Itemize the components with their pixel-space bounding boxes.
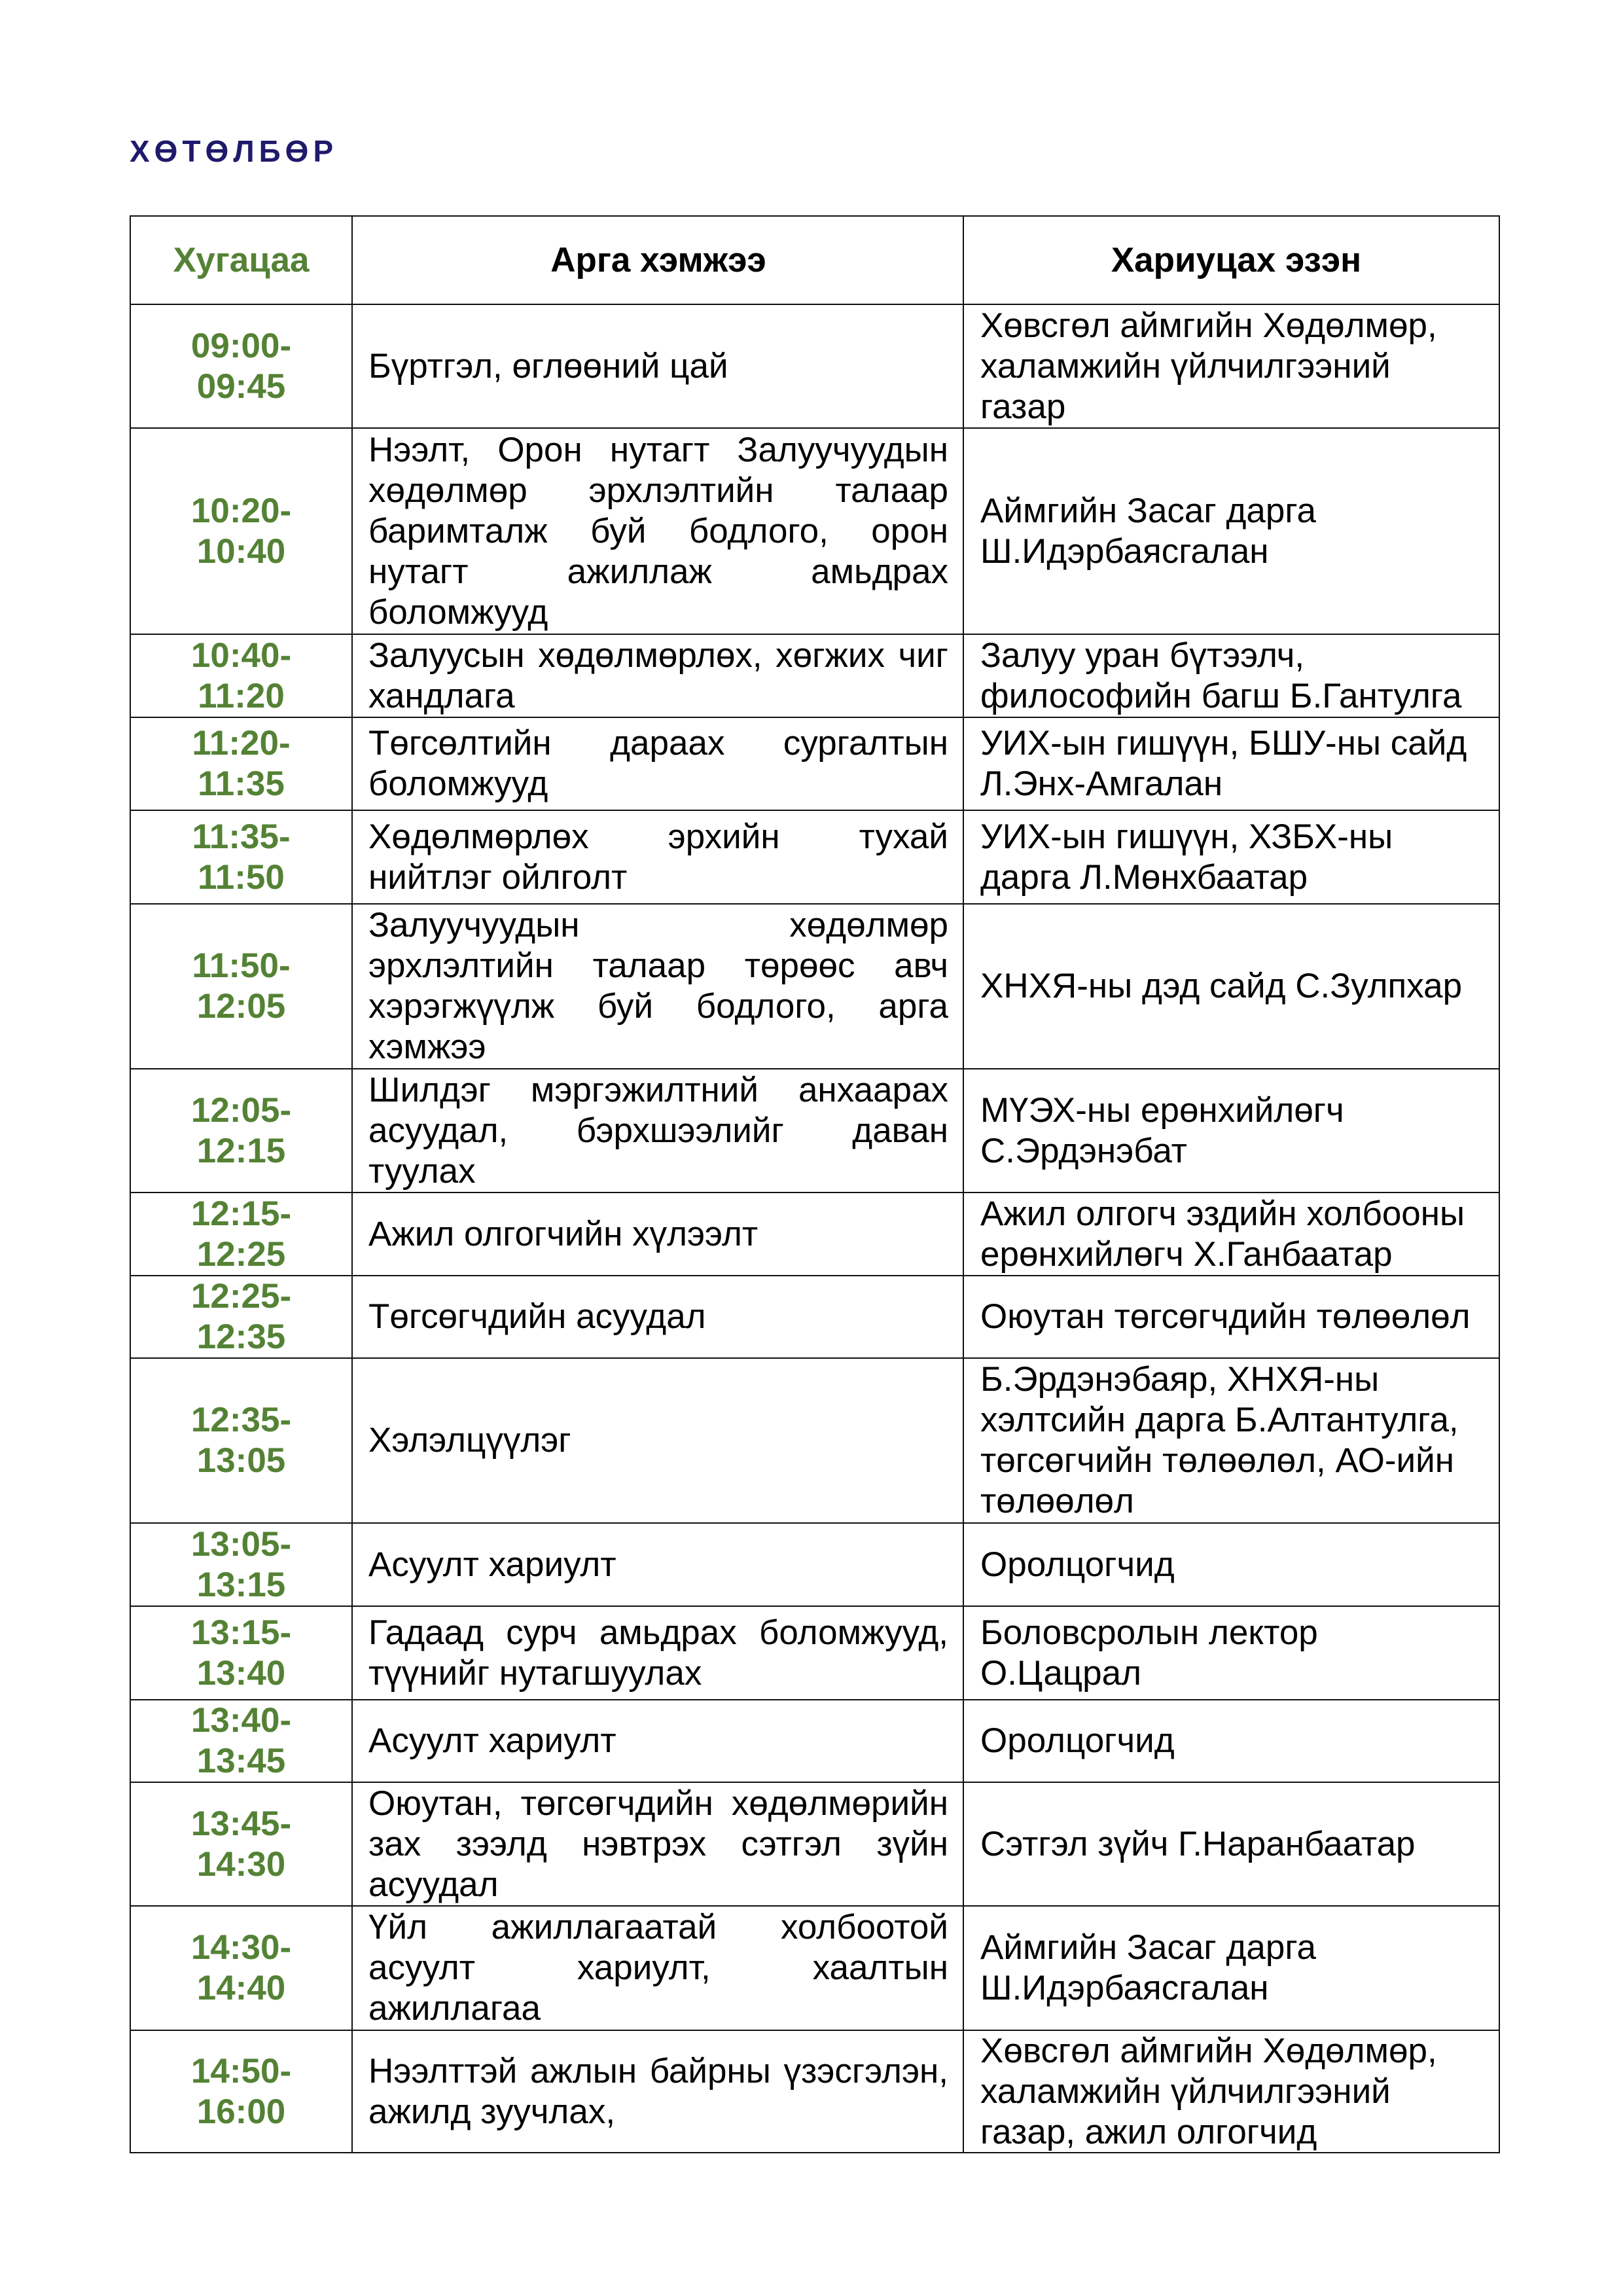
time-cell [131,1193,353,1275]
activity-cell [353,1193,964,1275]
time-cell-line: 13:40 [196,1653,286,1693]
activity-cell-line: Хөдөлмөрлөх эрхийн тухай [368,817,948,856]
responsible-cell-line: Сэтгэл зүйч Г.Наранбаатар [980,1824,1416,1863]
table-row [131,717,1499,810]
activity-cell-line: Бүртгэл, өглөөний цай [368,346,728,386]
activity-cell-line: боломжууд [368,764,548,803]
activity-cell [353,905,964,1068]
activity-cell [353,1276,964,1357]
responsible-cell [964,429,1499,634]
responsible-cell [964,2031,1499,2152]
activity-cell-line: ажилд зуучлах, [368,2092,616,2131]
time-cell [131,305,353,427]
activity-cell-line: асуудал, бэрхшээлийг даван [368,1111,948,1150]
time-cell [131,1069,353,1192]
activity-cell-line: боломжууд [368,592,548,632]
responsible-cell-line: УИХ-ын гишүүн, БШУ-ны сайд [980,724,1467,762]
activity-cell [353,1069,964,1192]
responsible-cell-line: газар [980,387,1066,426]
time-cell [131,429,353,634]
responsible-cell-line: Ш.Идэрбаясгалан [980,531,1269,571]
activity-cell [353,718,964,810]
responsible-cell [964,811,1499,903]
time-cell-line: 13:05- [190,1524,292,1564]
time-cell-line: 12:25 [196,1234,286,1274]
time-cell-line: 11:50 [198,857,285,897]
responsible-cell [964,1193,1499,1275]
time-cell-line: 14:40 [196,1969,286,2007]
time-cell-line: 10:20- [190,491,292,530]
activity-cell-line: Үйл ажиллагаатай холбоотой [368,1908,948,1946]
activity-cell-line: туулах [368,1151,476,1191]
responsible-cell [964,1783,1499,1905]
header-time: Хугацаа [131,217,353,304]
responsible-cell-line: УИХ-ын гишүүн, ХЗБХ-ны [980,817,1393,856]
time-cell-line: 09:00- [190,326,292,365]
activity-cell-line: Нээлттэй ажлын байрны үзэсгэлэн, [368,2051,948,2090]
header-activity: Арга хэмжээ [353,217,964,304]
responsible-cell [964,1069,1499,1192]
responsible-cell-line: Ш.Идэрбаясгалан [980,1969,1269,2007]
activity-cell [353,1783,964,1905]
time-cell [131,1276,353,1357]
time-cell-line: 12:15 [196,1131,286,1170]
activity-cell-line: Шилдэг мэргэжилтний анхаарах [368,1070,948,1109]
activity-cell [353,1524,964,1605]
activity-cell-line: хөдөлмөр эрхлэлтийн талаар [368,471,948,510]
activity-cell [353,811,964,903]
table-row [131,427,1499,634]
responsible-cell-line: төгсөгчийн төлөөлөл, АО-ийн [980,1441,1454,1480]
responsible-cell [964,1359,1499,1522]
activity-cell-line: асуулт хариулт, хаалтын [368,1948,948,1987]
activity-cell-line: баримталж буй бодлого, орон [368,511,948,550]
time-cell [131,718,353,810]
activity-cell-line: түүнийг нутагшуулах [368,1653,702,1693]
responsible-cell-line: Л.Энх-Амгалан [980,764,1223,803]
responsible-cell-line: С.Эрдэнэбат [980,1131,1187,1170]
table-row [131,1192,1499,1275]
time-cell-line: 13:15- [190,1613,292,1652]
activity-cell-line: Ажил олгогчийн хүлээлт [368,1214,758,1253]
time-cell [131,635,353,717]
table-row [131,1699,1499,1782]
table-row [131,634,1499,717]
time-cell-line: 12:15- [190,1194,292,1233]
activity-cell-line: нутагт ажиллаж амьдрах [368,552,948,591]
activity-cell-line: Асуулт хариулт [368,1545,616,1584]
time-cell-line: 11:50- [192,946,291,985]
activity-cell-line: Гадаад сурч амьдрах боломжууд, [368,1613,948,1652]
activity-cell-line: нийтлэг ойлголт [368,857,628,897]
time-cell-line: 13:15 [196,1565,286,1604]
activity-cell-line: хэмжээ [368,1028,486,1066]
time-cell-line: 12:35 [196,1318,286,1356]
responsible-cell-line: Боловсролын лектор [980,1613,1318,1652]
activity-cell [353,1607,964,1699]
time-cell-line: 10:40- [190,636,292,675]
table-header-row [131,217,1499,304]
table-row [131,810,1499,903]
responsible-cell-line: Аймгийн Засаг дарга [980,1928,1316,1967]
activity-cell [353,635,964,717]
activity-cell-line: Төгсөгчдийн асуудал [368,1297,706,1336]
responsible-cell-line: Ажил олгогч эздийн холбооны [980,1194,1465,1233]
responsible-cell-line: Оролцогчид [980,1545,1175,1584]
time-cell-line: 12:25- [190,1277,292,1316]
time-cell-line: 11:35 [198,764,285,803]
table-row [131,304,1499,427]
activity-cell-line: Залуучуудын хөдөлмөр [368,906,948,944]
time-cell [131,1783,353,1905]
time-cell-line: 14:30- [190,1928,292,1967]
time-cell [131,1607,353,1699]
responsible-cell [964,1276,1499,1357]
time-cell-line: 11:20- [192,724,291,762]
responsible-cell-line: Оролцогчид [980,1721,1175,1760]
time-cell-line: 13:45 [196,1742,286,1780]
activity-cell-line: эрхлэлтийн талаар төрөөс авч [368,946,948,985]
responsible-cell-line: хэлтсийн дарга Б.Алтантулга, [980,1401,1459,1439]
activity-cell-line: ажиллагаа [368,1989,541,2028]
program-table [130,215,1500,2153]
activity-cell-line: Асуулт хариулт [368,1721,616,1760]
activity-cell [353,1907,964,2030]
responsible-cell-line: төлөөлөл [980,1482,1134,1520]
table-row [131,1905,1499,2030]
table-row [131,1275,1499,1357]
activity-cell [353,1700,964,1782]
activity-cell [353,2031,964,2152]
responsible-cell-line: Оюутан төгсөгчдийн төлөөлөл [980,1297,1471,1336]
activity-cell-line: хэрэгжүүлж буй бодлого, арга [368,987,948,1026]
time-cell-line: 11:35- [192,817,291,856]
responsible-cell-line: ХНХЯ-ны дэд сайд С.Зулпхар [980,967,1463,1005]
responsible-cell-line: Хөвсгөл аймгийн Хөдөлмөр, [980,2031,1437,2070]
responsible-cell [964,905,1499,1068]
time-cell-line: 13:05 [196,1441,286,1480]
time-cell-line: 14:50- [190,2051,292,2090]
responsible-cell [964,305,1499,427]
activity-cell-line: зах зээлд нэвтрэх сэтгэл зүйн [368,1824,948,1863]
page-title: ХӨТӨЛБӨР [130,134,338,168]
responsible-cell-line: ерөнхийлөгч Х.Ганбаатар [980,1234,1393,1274]
responsible-cell-line: О.Цацрал [980,1653,1142,1693]
time-cell [131,1700,353,1782]
responsible-cell-line: Аймгийн Засаг дарга [980,491,1316,530]
responsible-cell-line: Залуу уран бүтээлч, [980,636,1305,675]
time-cell-line: 16:00 [196,2092,286,2131]
activity-cell-line: Төгсөлтийн дараах сургалтын [368,724,948,762]
responsible-cell-line: газар, ажил олгогчид [980,2112,1317,2151]
activity-cell-line: асуудал [368,1865,499,1904]
time-cell-line: 12:35- [190,1401,292,1439]
responsible-cell [964,1607,1499,1699]
table-row [131,903,1499,1068]
time-cell [131,1907,353,2030]
time-cell [131,1524,353,1605]
time-cell-line: 10:40 [196,531,286,571]
time-cell-line: 11:20 [198,676,285,715]
time-cell-line: 09:45 [196,367,286,406]
time-cell [131,905,353,1068]
responsible-cell-line: халамжийн үйлчилгээний [980,2072,1391,2111]
activity-cell-line: Нээлт, Орон нутагт Залуучуудын [368,430,948,469]
time-cell-line: 14:30 [196,1844,286,1884]
activity-cell [353,305,964,427]
activity-cell-line: Залуусын хөдөлмөрлөх, хөгжих чиг [368,636,948,675]
time-cell-line: 12:05- [190,1090,292,1130]
table-row [131,1605,1499,1699]
responsible-cell [964,1907,1499,2030]
time-cell-line: 13:45- [190,1804,292,1843]
activity-cell [353,429,964,634]
responsible-cell [964,635,1499,717]
responsible-cell-line: дарга Л.Мөнхбаатар [980,857,1308,897]
table-row [131,1522,1499,1605]
responsible-cell-line: халамжийн үйлчилгээний [980,346,1391,386]
table-row [131,1782,1499,1905]
header-responsible: Хариуцах эзэн [1111,240,1362,279]
time-cell [131,2031,353,2152]
activity-cell-line: Оюутан, төгсөгчдийн хөдөлмөрийн [368,1784,948,1823]
responsible-cell-line: философийн багш Б.Гантулга [980,676,1462,715]
responsible-cell [964,718,1499,810]
responsible-cell-line: Б.Эрдэнэбаяр, ХНХЯ-ны [980,1360,1380,1399]
responsible-cell-line: МҮЭХ-ны ерөнхийлөгч [980,1090,1344,1130]
activity-cell-line: хандлага [368,676,515,715]
time-cell [131,811,353,903]
time-cell [131,1359,353,1522]
time-cell-line: 12:05 [196,987,286,1026]
table-row [131,1357,1499,1522]
responsible-cell [964,1700,1499,1782]
table-row [131,2030,1499,2152]
activity-cell-line: Хэлэлцүүлэг [368,1421,571,1460]
activity-cell [353,1359,964,1522]
time-cell-line: 13:40- [190,1701,292,1740]
responsible-cell-line: Хөвсгөл аймгийн Хөдөлмөр, [980,306,1437,345]
responsible-cell [964,1524,1499,1605]
table-row [131,1068,1499,1192]
